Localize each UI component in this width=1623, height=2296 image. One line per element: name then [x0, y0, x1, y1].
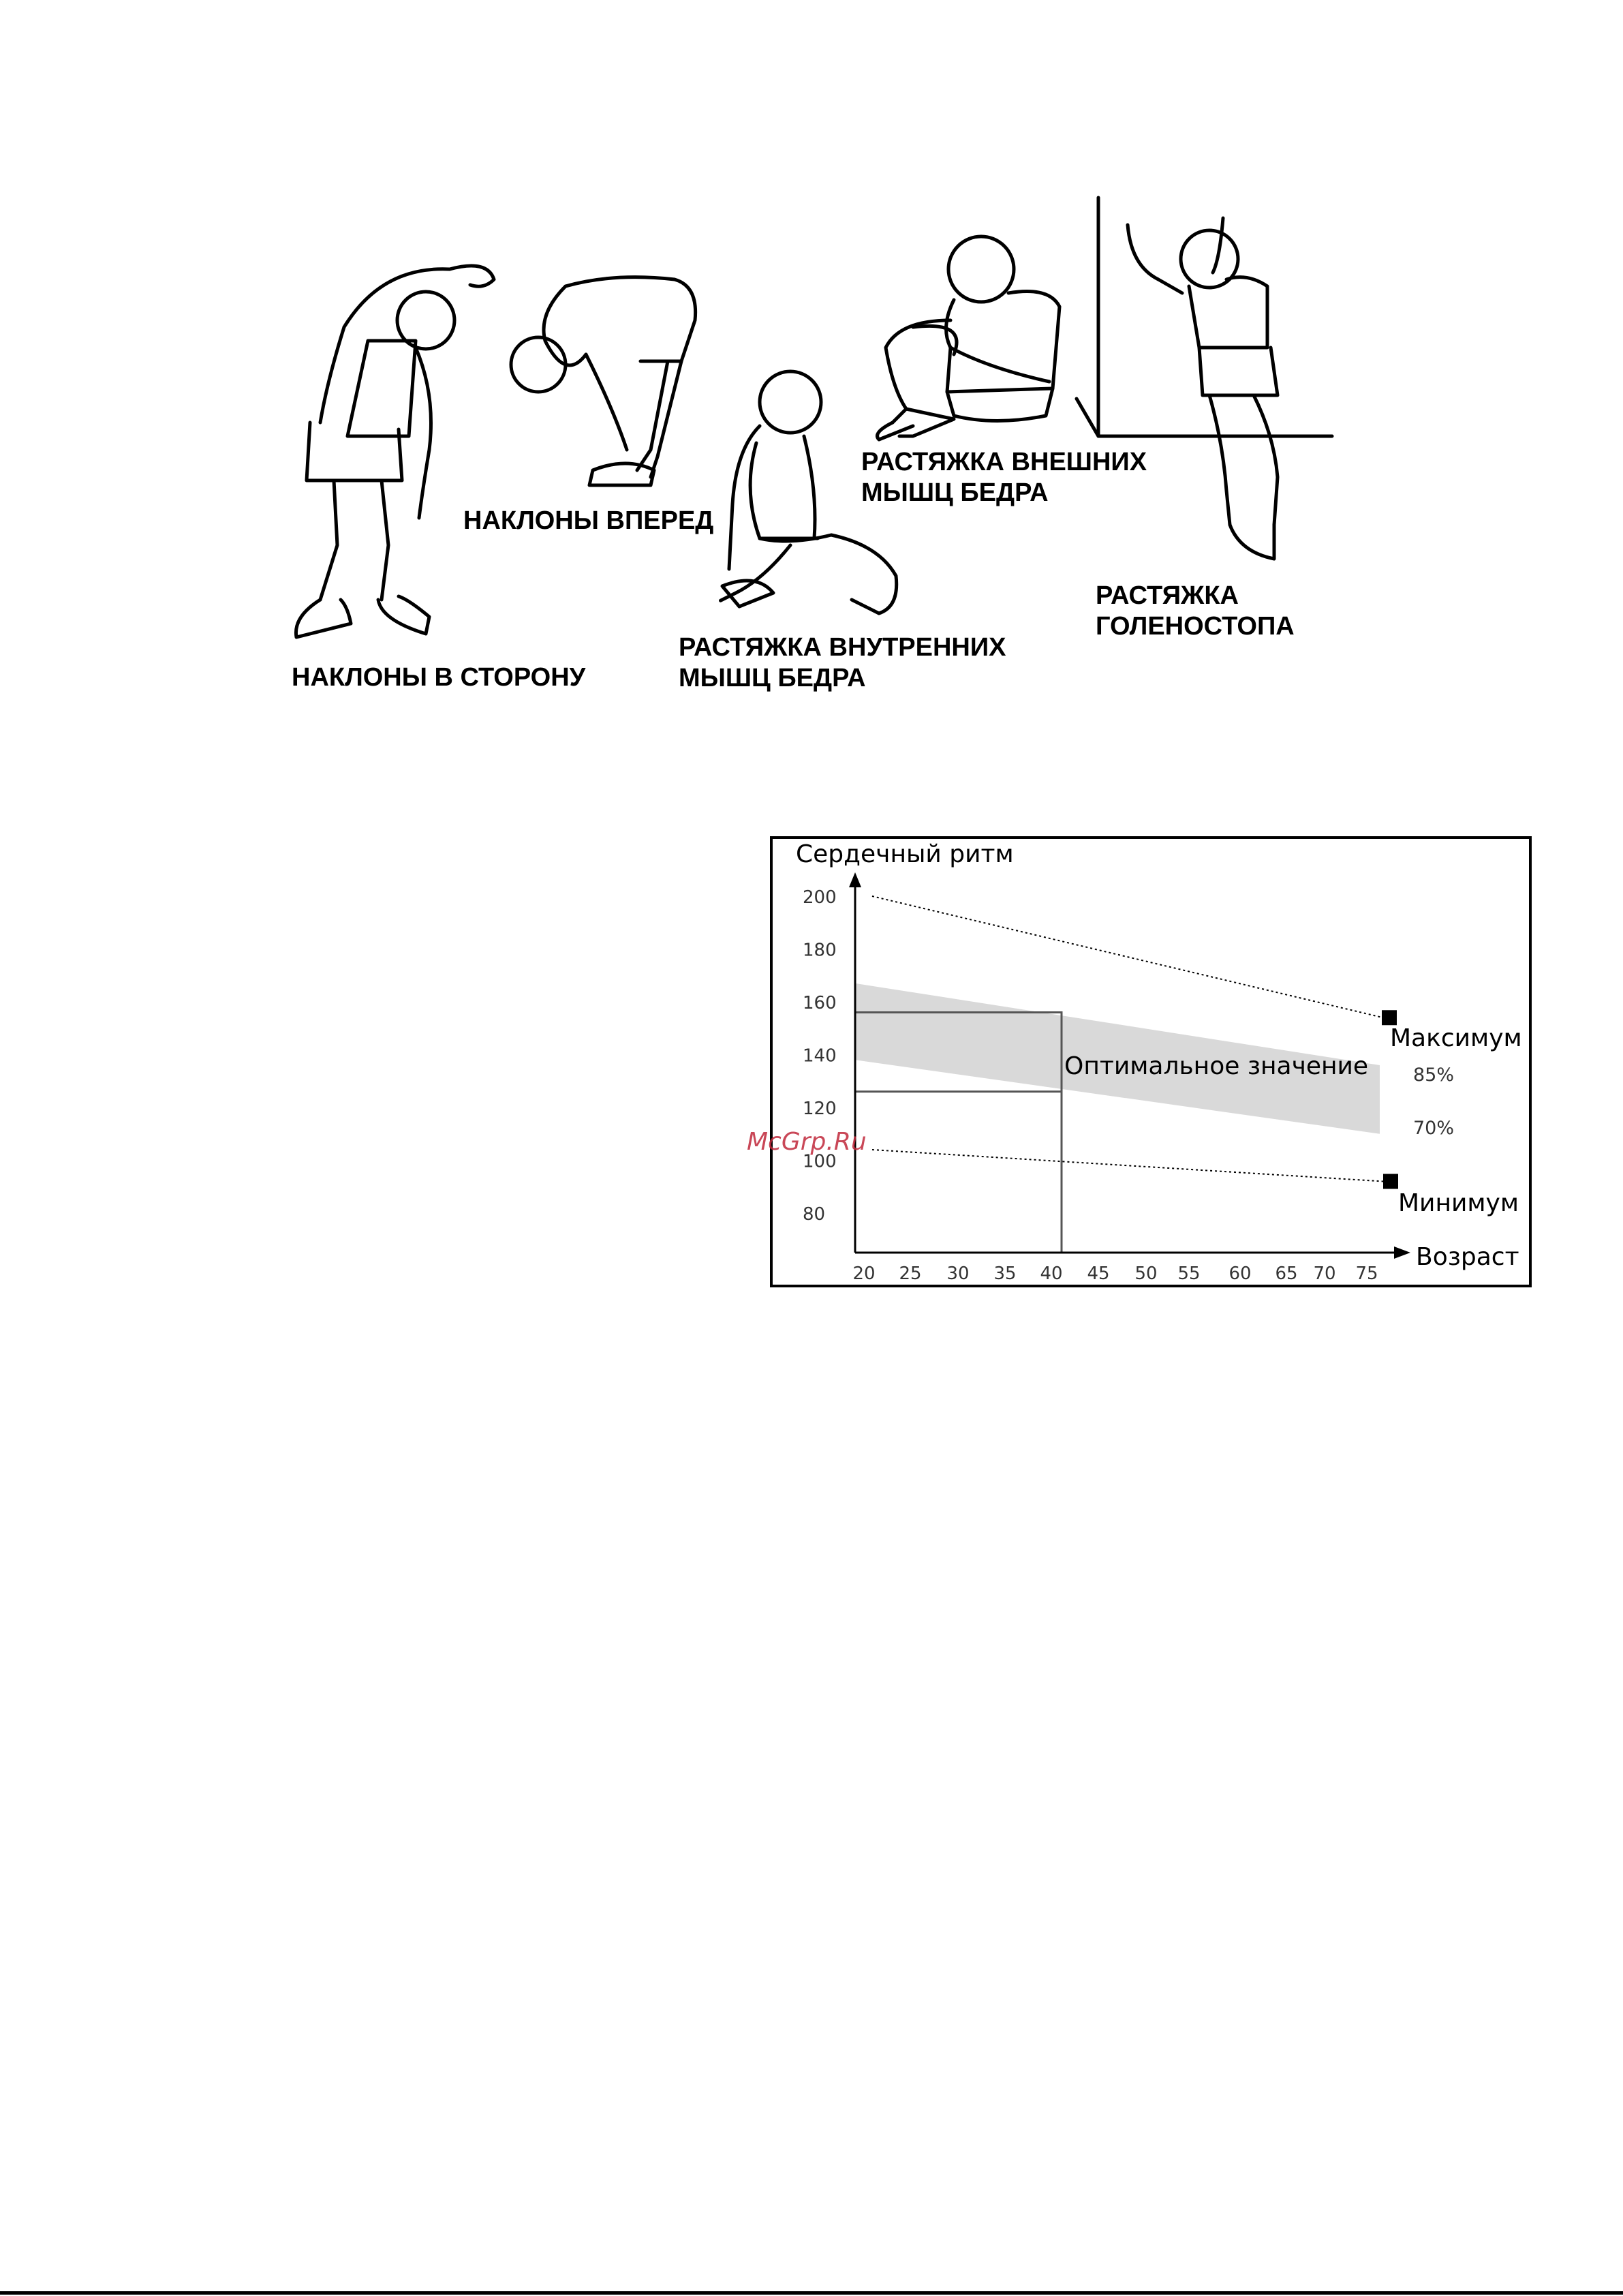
outer-thigh-label-line2: МЫШЦ БЕДРА [861, 478, 1049, 507]
y-tick-label: 100 [803, 1151, 837, 1172]
forward-bends-label: НАКЛОНЫ ВПЕРЕД [463, 506, 714, 535]
inner-thigh-label-line2: МЫШЦ БЕДРА [679, 664, 866, 692]
watermark: McGrp.Ru [747, 1128, 867, 1156]
x-tick-label: 30 [946, 1264, 970, 1284]
x-axis-label: Возраст [1416, 1243, 1519, 1271]
x-tick-label: 40 [1040, 1264, 1063, 1284]
x-tick-label: 50 [1134, 1264, 1158, 1284]
band-lower-label: 70% [1413, 1118, 1455, 1139]
y-tick-label: 200 [803, 887, 837, 908]
x-tick-label: 20 [852, 1264, 876, 1284]
ankle-label-line1: РАСТЯЖКА [1096, 581, 1239, 610]
x-tick-label: 25 [899, 1264, 922, 1284]
y-tick-label: 120 [803, 1099, 837, 1119]
inner-thigh-label-line1: РАСТЯЖКА ВНУТРЕННИХ [679, 633, 1006, 662]
y-tick-label: 180 [803, 940, 837, 961]
x-tick-label: 45 [1087, 1264, 1110, 1284]
x-axis-arrow [1394, 1246, 1410, 1259]
side-bends-label: НАКЛОНЫ В СТОРОНУ [292, 663, 586, 692]
maximum-label: Максимум [1390, 1024, 1522, 1052]
x-tick-label: 55 [1177, 1264, 1201, 1284]
band-label: Оптимальное значение [1064, 1052, 1369, 1080]
y-tick-label: 80 [803, 1204, 826, 1225]
x-tick-label: 75 [1355, 1264, 1378, 1284]
x-tick-label: 70 [1313, 1264, 1336, 1284]
minimum-marker [1383, 1174, 1398, 1189]
ankle-label-line2: ГОЛЕНОСТОПА [1096, 612, 1295, 641]
band-upper-label: 85% [1413, 1065, 1455, 1086]
x-tick-label: 60 [1228, 1264, 1252, 1284]
y-tick-label: 160 [803, 993, 837, 1013]
maximum-marker [1382, 1010, 1397, 1025]
page-bottom-rule [0, 2291, 1623, 2295]
x-tick-label: 65 [1275, 1264, 1298, 1284]
minimum-label: Минимум [1398, 1189, 1519, 1217]
y-tick-label: 140 [803, 1045, 837, 1067]
x-tick-label: 35 [993, 1264, 1017, 1284]
minimum-series-line [872, 1150, 1383, 1182]
y-axis-arrow [849, 872, 861, 887]
outer-thigh-label-line1: РАСТЯЖКА ВНЕШНИХ [861, 448, 1147, 476]
y-axis-label: Сердечный ритм [796, 840, 1014, 868]
